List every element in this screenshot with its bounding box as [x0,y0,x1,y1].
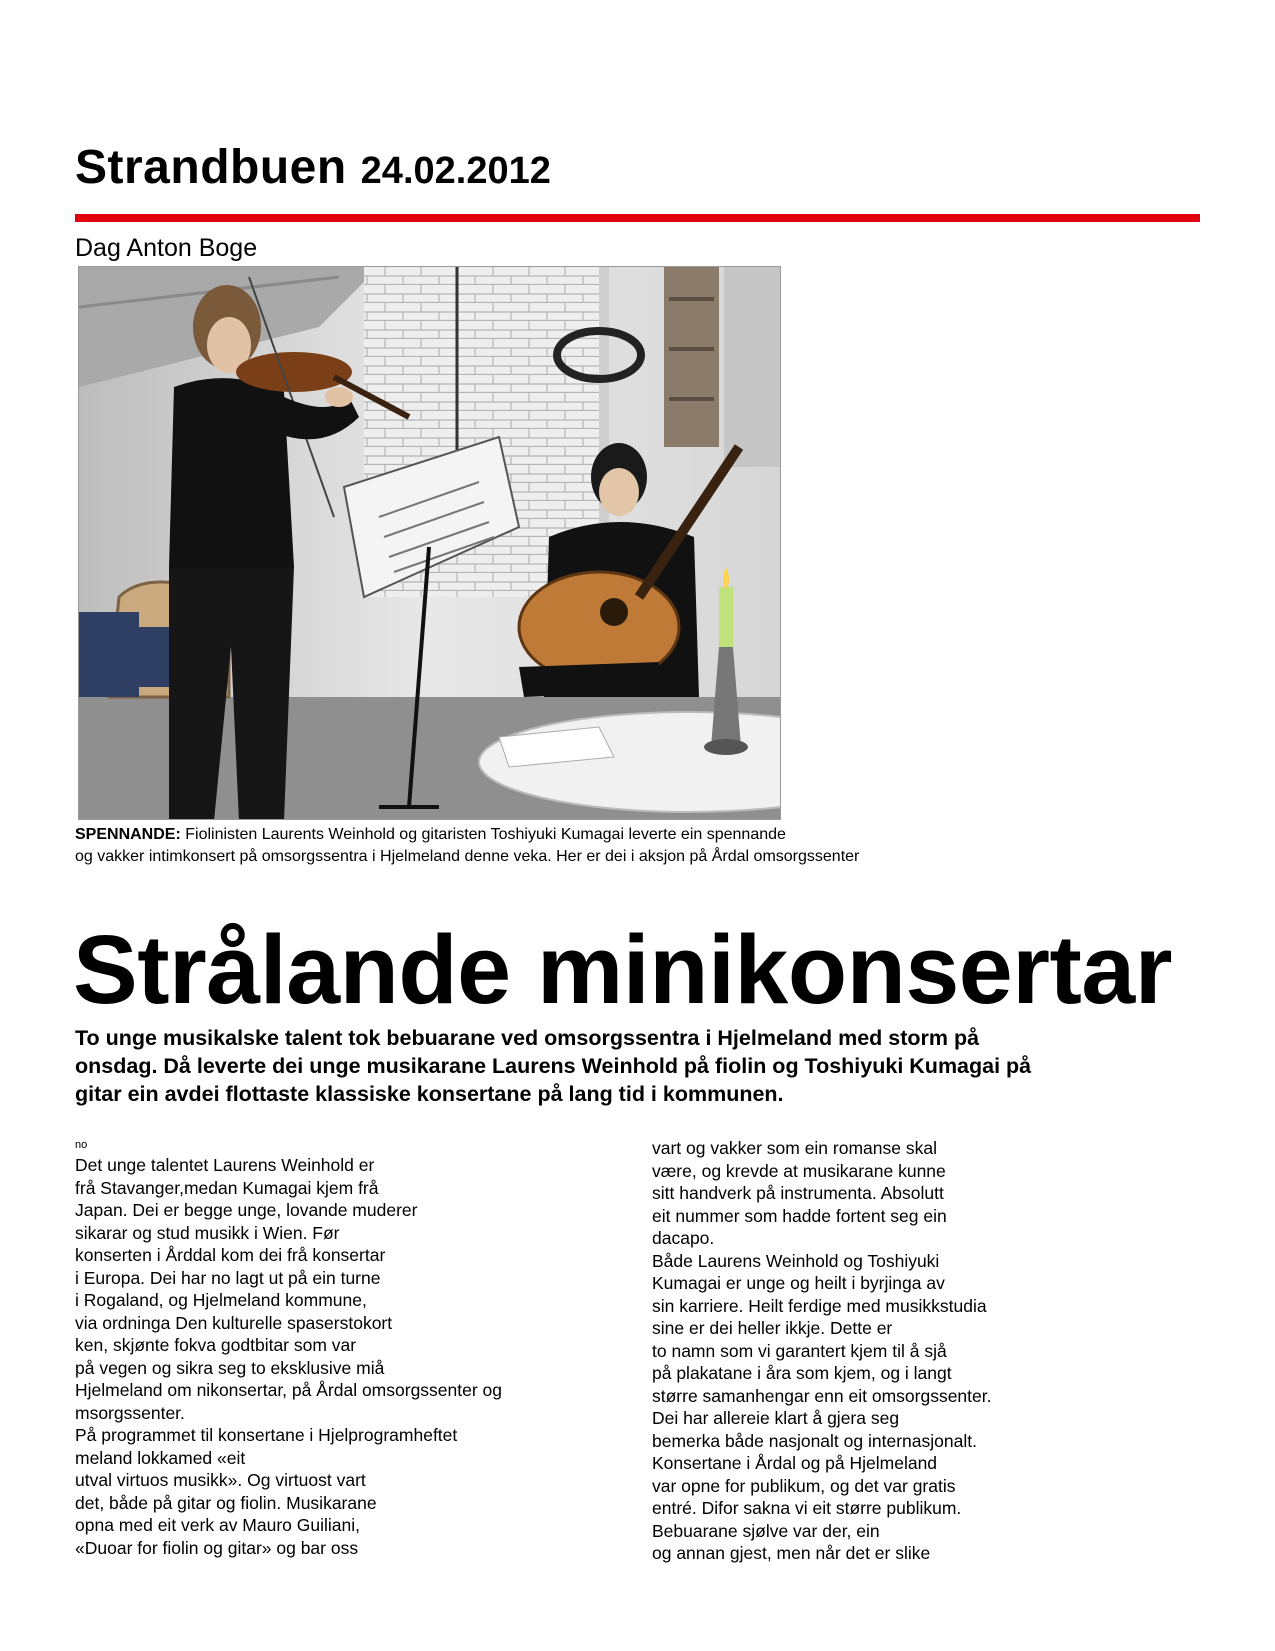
body-column-left [75,1138,595,1559]
body-line: ken, skjønte fokva godtbitar som var [75,1335,357,1355]
body-line: to namn som vi garantert kjem til å sjå [652,1340,947,1361]
publication-date: 24.02.2012 [360,150,551,192]
photo-concert-icon [79,267,781,820]
body-line: på plakatane i åra som kjem, og i langt [652,1363,952,1383]
masthead [75,140,551,195]
body-line: Bebuarane sjølve var der, ein [652,1520,880,1541]
column-tag: no [75,1139,88,1151]
body-line: i Rogaland, og Hjelmeland kommune, [75,1290,367,1310]
body-line: dacapo. [652,1228,715,1248]
body-line: bemerka både nasjonalt og internasjonalt. [652,1430,977,1451]
byline: Dag Anton Boge [75,234,258,262]
body-line: Det unge talentet Laurens Weinhold er [75,1155,375,1175]
body-line: konserten i Årddal kom dei frå konsertar [75,1245,386,1265]
body-line: frå Stavanger,medan Kumagai kjem frå [75,1177,379,1198]
body-line: utval virtuos musikk». Og virtuost vart [75,1470,366,1490]
body-line: større samanhengar enn eit omsorgssenter. [652,1385,992,1406]
body-line: Japan. Dei er begge unge, lovande muderer [75,1200,418,1220]
ingress-line: onsdag. Då leverte dei unge musikarane Laurens Weinhold på fiolin og Toshiyuki Kumagai på [75,1054,1032,1078]
ingress-line: To unge musikalske talent tok bebuarane ved omsorgssentra i Hjelmeland med storm på [75,1026,980,1050]
article-ingress [75,1024,1215,1108]
caption-line-2: og vakker intimkonsert på omsorgssentra i Hjelmeland denne veka. Her er dei i aksjon på Årdal omsorgssenter [75,848,860,865]
body-line: via ordninga Den kulturelle spaserstokort [75,1312,393,1333]
body-line: msorgssenter. [75,1402,185,1423]
body-line: sin karriere. Heilt ferdige med musikkstudia [652,1295,987,1316]
photo-caption [75,824,1185,868]
body-line: og annan gjest, men når det er slike [652,1543,931,1563]
concert-photo [78,266,781,820]
body-line: Dei har allereie klart å gjera seg [652,1408,900,1428]
body-line: Både Laurens Weinhold og Toshiyuki [652,1250,940,1271]
body-line: på vegen og sikra seg to eksklusive miå [75,1357,385,1378]
body-line: i Europa. Dei har no lagt ut på ein turne [75,1267,381,1288]
body-line: opna med eit verk av Mauro Guiliani, [75,1515,360,1535]
body-line: Kumagai er unge og heilt i byrjinga av [652,1273,945,1293]
masthead-divider [75,214,1200,222]
body-line: eit nummer som hadde fortent seg ein [652,1205,947,1226]
article-headline: Strålande minikonsertar [73,915,1172,1024]
body-line: entré. Difor sakna vi eit større publikum. [652,1498,962,1518]
body-line: sitt handverk på instrumenta. Absolutt [652,1183,944,1203]
body-line: Hjelmeland om nikonsertar, på Årdal omsorgssenter og [75,1380,503,1400]
newspaper-name: Strandbuen [75,141,347,194]
body-column-right [652,1137,1212,1565]
body-line: sine er dei heller ikkje. Dette er [652,1318,893,1338]
body-line: være, og krevde at musikarane kunne [652,1160,946,1181]
caption-lead: SPENNANDE: [75,826,181,843]
body-line: På programmet til konsertane i Hjelprogramheftet [75,1425,458,1445]
body-line: vart og vakker som ein romanse skal [652,1138,937,1158]
body-line: «Duoar for fiolin og gitar» og bar oss [75,1537,359,1558]
body-line: det, både på gitar og fiolin. Musikarane [75,1492,377,1513]
ingress-line: gitar ein avdei flottaste klassiske konsertane på lang tid i kommunen. [75,1082,784,1106]
body-line: meland lokkamed «eit [75,1447,246,1468]
caption-line-1: Fiolinisten Laurents Weinhold og gitaristen Toshiyuki Kumagai leverte ein spennande [180,826,786,843]
body-line: sikarar og stud musikk i Wien. Før [75,1222,340,1243]
body-line: Konsertane i Årdal og på Hjelmeland [652,1453,938,1473]
body-line: var opne for publikum, og det var gratis [652,1475,956,1496]
